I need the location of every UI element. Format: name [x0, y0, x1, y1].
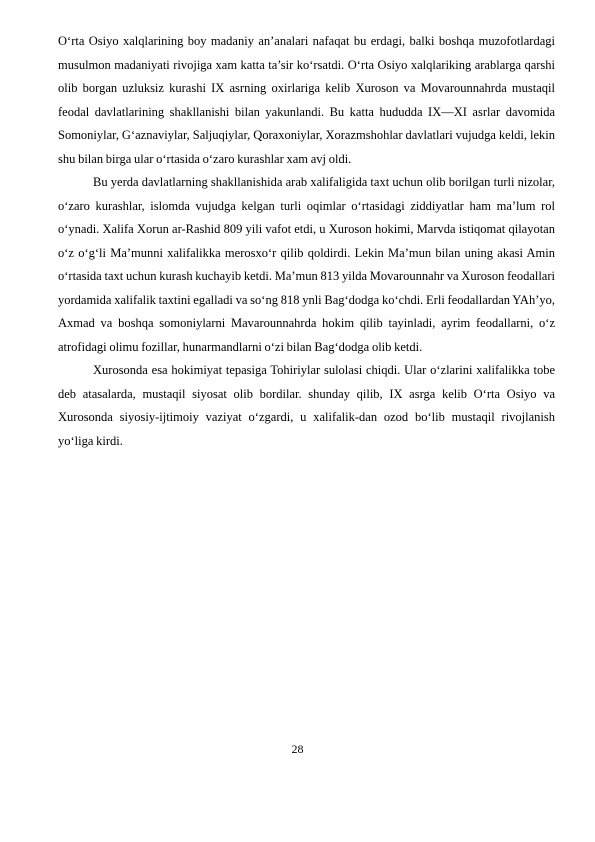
paragraph-2: Bu yerda davlatlarning shakllanishida arab xalifaligida taxt uchun olib borilgan turli nizolar, o‘zaro kurashlar, islomda vujudga kelgan turli oqimlar o‘rtasidagi ziddiyatlar ham ma’lum rol o‘ynadi. Xalifa Xorun ar-Rashid 809 yili vafot etdi, u Xuroson hokimi, Marvda istiqomat qilayotan o‘z o‘g‘li Ma’munni xalifalikka merosxo‘r qilib qoldirdi. Lekin Ma’mun bilan uning akasi Amin o‘rtasida taxt uchun kurash kuchayib ketdi. Ma’mun 813 yilda Movarounnahr va Xuroson feodallari yordamida xalifalik taxtini egalladi va so‘ng 818 ynli Bag‘dodga ko‘chdi. Erli feodallardan YAh’yo, Axmad va boshqa somoniylarni Mavarounnahrda hokim qilib tayinladi, ayrim feodallarni, o‘z atrofidagi olimu fozillar, hunarmandlarni o‘zi bilan Bag‘dodga olib ketdi.: [58, 175, 555, 354]
page-number: 28: [291, 742, 304, 756]
paragraph-1: O‘rta Osiyo xalqlarining boy madaniy an’analari nafaqat bu erdagi, balki boshqa muzofotlardagi musulmon madaniyati rivojiga xam katta ta’sir ko‘rsatdi. O‘rta Osiyo xalqlariking arablarga qarshi olib borgan uzluksiz kurashi IX asrning oxirlariga kelib Xuroson va Movarounnahrda mustaqil feodal davlatlarining shakllanishi bilan yakunlandi. Bu katta hududda IX—XI asrlar davomida Somoniylar, G‘aznaviylar, Saljuqiylar, Qoraxoniylar, Xorazmshohlar davlatlari vujudga keldi, lekin shu bilan birga ular o‘rtasida o‘zaro kurashlar xam avj oldi.: [58, 34, 555, 166]
document-body: [58, 30, 555, 453]
paragraph-3: Xurosonda esa hokimiyat tepasiga Tohiriylar sulolasi chiqdi. Ular o‘zlarini xalifalikka tobe deb atasalarda, mustaqil siyosat olib bordilar. shunday qilib, IX asrga kelib O‘rta Osiyo va Xurosonda siyosiy-ijtimoiy vaziyat o‘zgardi, u xalifalik-dan ozod bo‘lib mustaqil rivojlanish yo‘liga kirdi.: [58, 363, 555, 448]
